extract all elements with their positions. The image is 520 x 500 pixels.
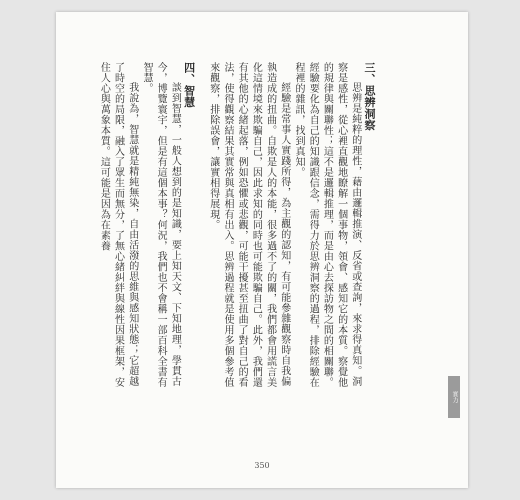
side-tab-label: 實力 [451, 391, 458, 403]
paragraph: 談到智慧，一般人想到的是知識，要上知天文、下知地理，學貫古今，博覽寰宇，但是有這個本事？何況，我們也不會稱一部百科全書有智慧。 [140, 62, 181, 388]
section-heading-3: 三、思辨洞察 [363, 62, 376, 131]
paragraph: 我說為，智慧就是精純無染，自由活潑的思維與感知狀態；它超越了時空的局限，融入了眾生而無分，了無心緒糾絆與線性因果框架，安住人心與萬象本質。這可能是因為在素養 [98, 62, 138, 388]
page-number: 350 [254, 461, 270, 470]
book-page [56, 12, 468, 488]
paragraph: 思辨是純粹的理性，藉由邏輯推演、反省或查詢，來求得真知。洞察是感性，從心裡直觀地瞭解一個事物，領會、感知它的本質。察覺他的規律與關聯性；這不是邏輯推理，而是由心去探訪物之間的相關聯。經驗要化為自己的知識跟信念，需得力於思辨洞察的過程，排除經驗在程裡的雜訊，找到真知。 [292, 62, 361, 388]
paragraph: 經驗是常事人實踐所得，為主觀的認知，有可能參雜觀察時自我偏執造成的扭曲。自欺是人的本能，很多過不了的關，我們都會用謊言美化這情境來欺騙自己，因此求知的同時也可能欺騙自己。此外，我們還有其他的心緒起落，例如恐懼或悲觀，可能干擾甚至扭曲了對自己的看法，使得觀察結果其實常與真相有出入。思辨過程就是使用多個參考值來觀察，排除誤會，讓實相得展現。 [207, 62, 290, 388]
vertical-text-block [96, 62, 376, 392]
section-heading-4: 四、智慧 [182, 62, 196, 108]
